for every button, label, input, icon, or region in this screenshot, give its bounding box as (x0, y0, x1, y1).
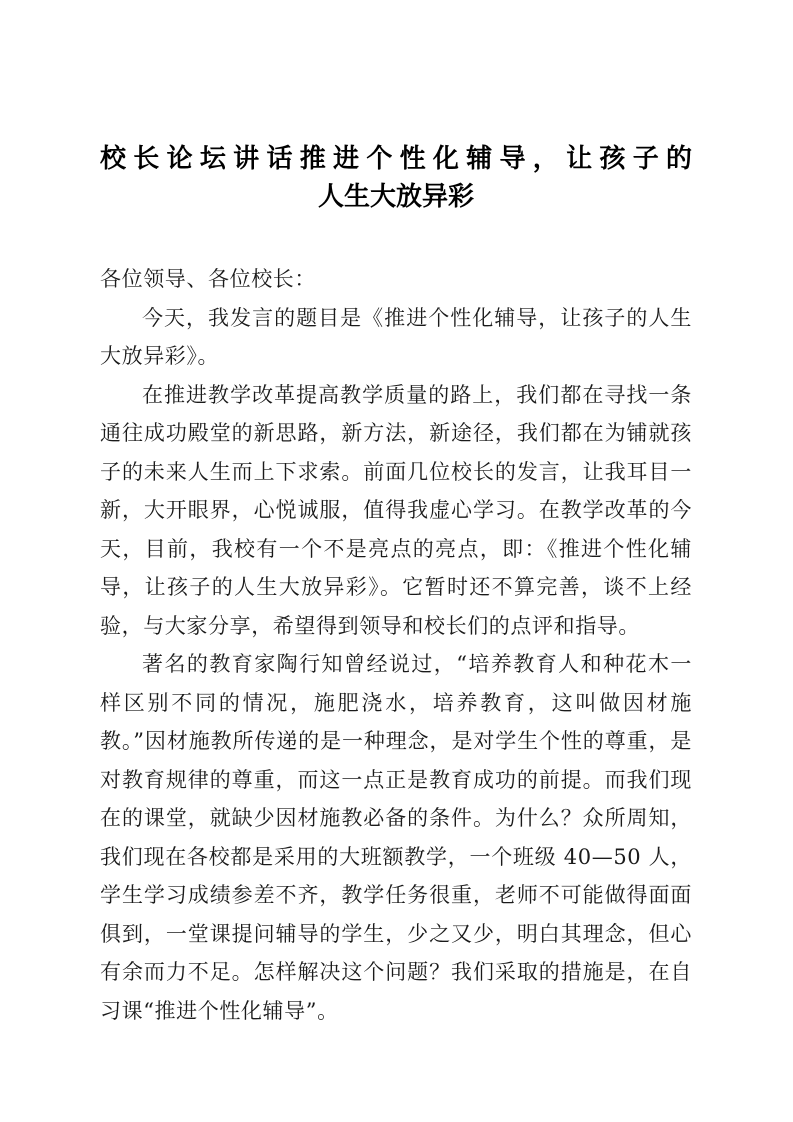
paragraph-intro-topic: 今天，我发言的题目是《推进个性化辅导，让孩子的人生大放异彩》。 (100, 305, 692, 368)
page-title-line-1: 校长论坛讲话推进个性化辅导，让孩子的 (100, 144, 692, 174)
document-body (100, 140, 692, 1030)
page-title-line-2: 人生大放异彩 (317, 182, 474, 212)
paragraph-reform-journey: 在推进教学改革提高教学质量的路上，我们都在寻找一条通往成功殿堂的新思路，新方法，新途径，我们都在为铺就孩子的未来人生而上下求索。前面几位校长的发言，让我耳目一新，大开眼界，心悦诚服，值得我虚心学习。在教学改革的今天，目前，我校有一个不是亮点的亮点，即：《推进个性化辅导，让孩子的人生大放异彩》。它暂时还不算完善，谈不上经验，与大家分享，希望得到领导和校长们的点评和指导。 (100, 382, 692, 638)
paragraph-tao-xingzhi: 著名的教育家陶行知曾经说过，“培养教育人和种花木一样区别不同的情况，施肥浇水，培养教育，这叫做因材施教。”因材施教所传递的是一种理念，是对学生个性的尊重，是对教育规律的尊重，而这一点正是教育成功的前提。而我们现在的课堂，就缺少因材施教必备的条件。为什么？众所周知，我们现在各校都是采用的大班额教学，一个班级 40—50 人，学生学习成绩参差不齐，教学任务很重，老师不可能做得面面俱到，一堂课提问辅导的学生，少之又少，明白其理念，但心有余而力不足。怎样解决这个问题？我们采取的措施是，在自习课“推进个性化辅导”。 (100, 652, 692, 1023)
paragraph-salutation: 各位领导、各位校长： (100, 267, 316, 291)
page-title (100, 140, 692, 216)
document-paragraphs (100, 260, 692, 1030)
